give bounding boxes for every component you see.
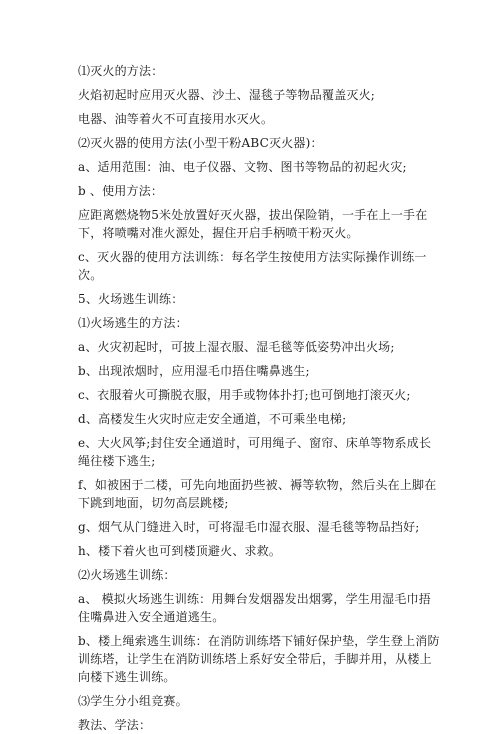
paragraph-line: b、楼上绳索逃生训练：在消防训练塔下铺好保护垫，学生登上消防训练塔，让学生在消防训练塔上系好安全带后，手脚并用，从楼上向楼下逃生训练。 [78,634,440,684]
paragraph-line: d、高楼发生火灾时应走安全通道，不可乘坐电梯; [78,412,347,426]
paragraph-line: ⑵灭火器的使用方法(小型干粉ABC灭火器)： [78,136,323,150]
paragraph-line: ⑵火场逃生训练： [78,568,176,582]
paragraph-line: 电器、油等着火不可直接用水灭火。 [78,112,274,126]
paragraph-line: 火焰初起时应用灭火器、沙土、湿毯子等物品覆盖灭火; [78,88,376,102]
paragraph-line: b、出现浓烟时，应用湿毛巾捂住嘴鼻逃生; [78,364,310,378]
paragraph-line: g、烟气从门缝进入时，可将湿毛巾湿衣服、湿毛毯等物品挡好; [78,520,420,534]
paragraph-line: f、如被困于二楼，可先向地面扔些被、褥等软物，然后头在上脚在下跳到地面，切勿高层跳楼; [78,478,437,510]
paragraph-line: c、灭火器的使用方法训练：每名学生按使用方法实际操作训练一次。 [78,250,427,282]
paragraph-line: ⑶学生分小组竞赛。 [78,694,188,708]
paragraph-line: 教法、学法： [78,718,152,732]
paragraph-line: a、 模拟火场逃生训练：用舞台发烟器发出烟雾，学生用湿毛巾捂住嘴鼻进入安全通道逃生。 [78,592,431,624]
paragraph-line: ⑴火场逃生的方法： [78,316,188,330]
paragraph-line: c、衣服着火可撕脱衣服，用手或物体扑打;也可倒地打滚灭火; [78,388,411,402]
paragraph-line: e、大火风筝;封住安全通道时，可用绳子、窗帘、床单等物系成长绳往楼下逃生; [78,436,432,468]
paragraph-line: a、火灾初起时，可披上湿衣服、湿毛毯等低姿势冲出火场; [78,340,395,354]
paragraph-line: b 、使用方法： [78,184,164,198]
paragraph-line: 5、火场逃生训练： [78,292,184,306]
paragraph-line: 应距离燃烧物5米处放置好灭火器，拔出保险销，一手在上一手在下，将喷嘴对准火源处，握住开启手柄喷干粉灭火。 [78,208,428,240]
paragraph-line: a、适用范围：油、电子仪器、文物、图书等物品的初起火灾; [78,160,407,174]
paragraph-line: ⑴灭火的方法： [78,64,164,78]
paragraph-line: h、楼下着火也可到楼顶避火、求救。 [78,544,282,558]
